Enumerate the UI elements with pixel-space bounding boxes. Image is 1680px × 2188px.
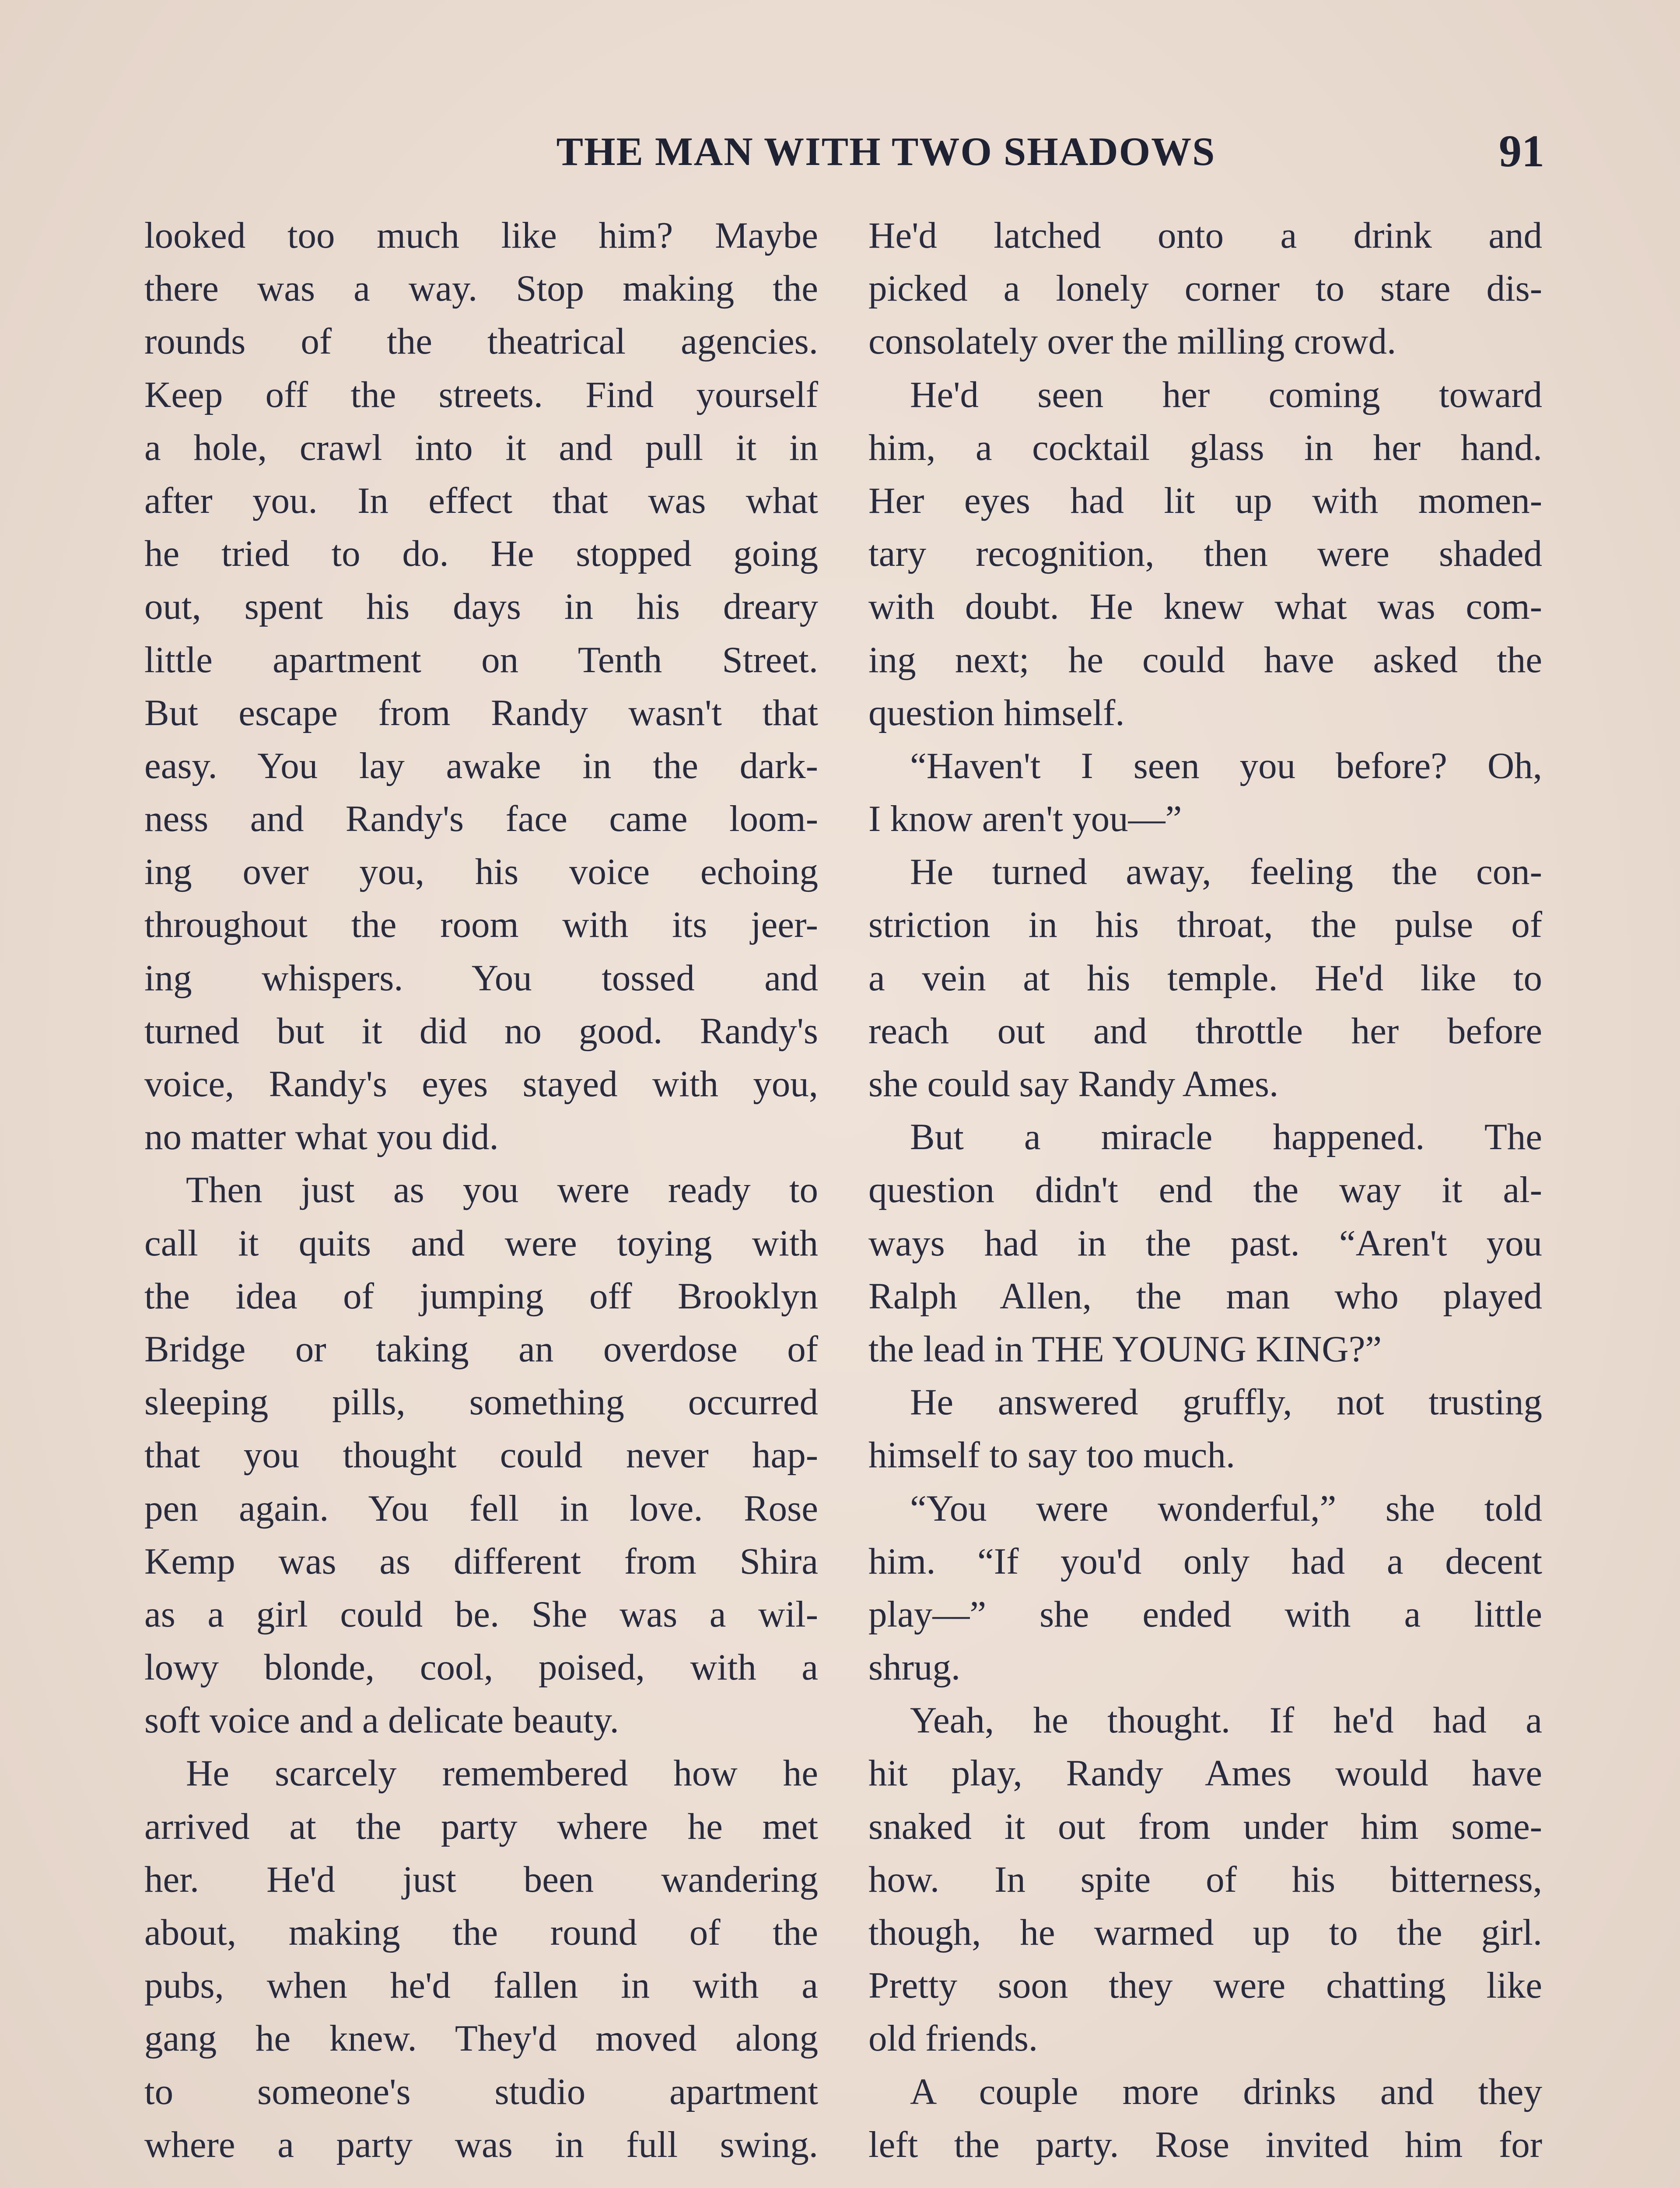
text-line: Bridge or taking an overdose of [144,1328,818,1370]
text-line: her. He'd just been wandering [144,1858,818,1900]
text-line: him, a cocktail glass in her hand. [868,427,1542,468]
text-line: “Haven't I seen you before? Oh, [910,745,1542,786]
text-line: ing whispers. You tossed and [144,957,818,999]
text-line: He answered gruffly, not trusting [910,1382,1542,1423]
text-line: picked a lonely corner to stare dis- [868,268,1542,309]
text-line: after you. In effect that was what [144,480,818,521]
text-line: turned but it did no good. Randy's [144,1010,818,1052]
text-line: play—” she ended with a little [868,1593,1542,1635]
text-line: But a miracle happened. The [910,1116,1542,1158]
text-line: A couple more drinks and they [910,2071,1542,2112]
text-line: sleeping pills, something occurred [144,1382,818,1423]
text-line: rounds of the theatrical agencies. [144,321,818,362]
text-line: easy. You lay awake in the dark- [144,745,818,786]
text-line: ness and Randy's face came loom- [144,798,818,840]
text-line: Kemp was as different from Shira [144,1540,818,1582]
text-line: gang he knew. They'd moved along [144,2018,818,2059]
text-line: to someone's studio apartment [144,2071,818,2112]
text-line: that you thought could never hap- [144,1434,818,1476]
text-line: He scarcely remembered how he [186,1753,818,1794]
text-line: question didn't end the way it al- [868,1169,1542,1211]
text-line: I know aren't you—” [868,798,1182,840]
text-line: snaked it out from under him some- [868,1806,1542,1847]
text-line: no matter what you did. [144,1116,499,1158]
left-text-column [144,209,818,2171]
text-line: arrived at the party where he met [144,1806,818,1847]
text-line: left the party. Rose invited him for [868,2124,1542,2165]
text-line: with doubt. He knew what was com- [868,586,1542,628]
text-line: Pretty soon they were chatting like [868,1965,1542,2006]
page-number: 91 [1499,126,1544,176]
text-line: Keep off the streets. Find yourself [144,374,818,415]
text-line: He'd seen her coming toward [910,374,1542,415]
text-line: a vein at his temple. He'd like to [868,957,1542,999]
text-line: striction in his throat, the pulse of [868,904,1542,946]
text-line: little apartment on Tenth Street. [144,639,818,680]
text-line: where a party was in full swing. [144,2124,818,2165]
text-line: soft voice and a delicate beauty. [144,1700,619,1741]
right-text-column [868,209,1542,2171]
text-line: Then just as you were ready to [186,1169,818,1211]
text-line: ing next; he could have asked the [868,639,1542,680]
text-line: He'd latched onto a drink and [868,215,1542,256]
text-line: ways had in the past. “Aren't you [868,1222,1542,1264]
text-line: lowy blonde, cool, poised, with a [144,1647,818,1688]
text-line: He turned away, feeling the con- [910,851,1542,893]
text-line: him. “If you'd only had a decent [868,1540,1542,1582]
text-line: “You were wonderful,” she told [910,1487,1542,1529]
text-line: though, he warmed up to the girl. [868,1912,1542,1953]
text-line: Yeah, he thought. If he'd had a [910,1700,1542,1741]
text-line: call it quits and were toying with [144,1222,818,1264]
text-line: hit play, Randy Ames would have [868,1753,1542,1794]
text-line: shrug. [868,1647,961,1688]
text-line: the lead in THE YOUNG KING?” [868,1328,1382,1370]
text-line: tary recognition, then were shaded [868,533,1542,575]
text-line: pen again. You fell in love. Rose [144,1487,818,1529]
text-line: how. In spite of his bitterness, [868,1858,1542,1900]
text-line: pubs, when he'd fallen in with a [144,1965,818,2006]
running-head-title: THE MAN WITH TWO SHADOWS [556,129,1216,174]
text-line: there was a way. Stop making the [144,268,818,309]
text-line: Ralph Allen, the man who played [868,1275,1542,1317]
text-line: old friends. [868,2018,1038,2059]
text-line: voice, Randy's eyes stayed with you, [144,1063,818,1105]
text-line: a hole, crawl into it and pull it in [144,427,818,468]
text-line: But escape from Randy wasn't that [144,692,818,733]
text-line: throughout the room with its jeer- [144,904,818,946]
text-line: he tried to do. He stopped going [144,533,818,575]
text-line: about, making the round of the [144,1912,818,1953]
text-line: as a girl could be. She was a wil- [144,1593,818,1635]
text-line: consolately over the milling crowd. [868,321,1396,362]
text-line: reach out and throttle her before [868,1010,1542,1052]
text-line: out, spent his days in his dreary [144,586,818,628]
text-line: question himself. [868,692,1125,733]
text-line: the idea of jumping off Brooklyn [144,1275,818,1317]
text-line: Her eyes had lit up with momen- [868,480,1542,521]
text-line: looked too much like him? Maybe [144,215,818,256]
text-line: she could say Randy Ames. [868,1063,1279,1105]
text-line: ing over you, his voice echoing [144,851,818,893]
text-line: himself to say too much. [868,1434,1236,1476]
